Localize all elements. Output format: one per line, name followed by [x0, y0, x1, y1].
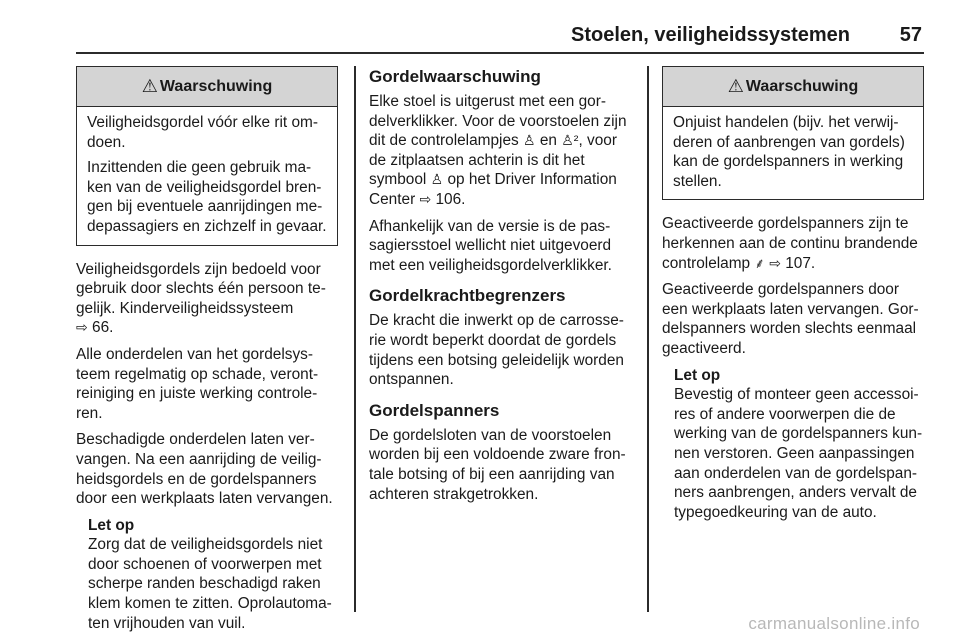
paragraph: Veiligheidsgordels zijn bedoeld voor gebruik door slechts één persoon te-gelijk. Kinderveiligheidssysteem ⇨ 66.: [76, 260, 326, 337]
paragraph: De gordelsloten van de voorstoelen worden bij een voldoende zware fron-tale botsing of bij een aanrijding van achteren strakgetrokken.: [369, 426, 626, 503]
paragraph: Geactiveerde gordelspanners door een werkplaats laten vervangen. Gor-delspanners worden slechts eenmaal geactiveerd.: [662, 281, 919, 357]
belt-pretensioner-icon: ⸙: [754, 254, 765, 271]
page-number: 57: [899, 24, 922, 46]
note-text: Zorg dat de veiligheidsgordels niet door schoenen of voorwerpen met scherpe randen beschadigd raken klem komen te zitten. Oprolautoma-ten vrijhouden van vuil.: [88, 536, 332, 632]
note-text: Bevestig of monteer geen accessoi-res of andere voorwerpen die de werking van de gordelspanners kun-nen verstoren. Geen aanpassingen aan onderdelen van de gordelspan-ners aanbrengen, anders vervalt de typegoedkeuring van de auto.: [674, 386, 923, 521]
section-heading: Gordelkrachtbegrenzers: [369, 286, 566, 306]
note-title: Let op: [674, 366, 721, 384]
warning-triangle-icon: ⚠: [727, 75, 744, 96]
page-header: [76, 22, 924, 54]
warning-text: Inzittenden die geen gebruik ma-ken van de veiligheidsgordel bren-gen bij eventuele aanrijdingen me-depassagiers en zichzelf in gevaar.: [87, 159, 327, 235]
note-block: [76, 516, 338, 634]
warning-box: [662, 66, 924, 200]
page-title: Stoelen, veiligheidssystemen: [571, 24, 850, 46]
column-2: [369, 66, 632, 511]
column-3: [662, 66, 924, 522]
paragraph: Beschadigde onderdelen laten ver-vangen. Na een aanrijding de veilig-heidsgordels en de gordelspanners door een werkplaats laten vervangen.: [76, 431, 333, 508]
page-reference[interactable]: 106.: [435, 190, 466, 208]
warning-header: [663, 67, 923, 107]
note-block: [662, 366, 924, 523]
page-reference[interactable]: 66.: [92, 319, 114, 337]
page-reference[interactable]: 107.: [785, 254, 816, 272]
paragraph: De kracht die inwerkt op de carrosse-rie wordt beperkt doordat de gordels tijdens een botsing geleidelijk worden ontspannen.: [369, 312, 624, 389]
warning-header: [77, 67, 337, 107]
watermark: carmanualsonline.info: [748, 614, 920, 633]
warning-triangle-icon: ⚠: [141, 75, 158, 96]
page-reference-arrow-icon: ⇨: [419, 190, 432, 207]
section-heading: Gordelwaarschuwing: [369, 67, 541, 86]
seatbelt-reminder-icon: ♙: [523, 132, 536, 149]
note-title: Let op: [88, 516, 135, 534]
page-reference-arrow-icon: ⇨: [769, 254, 781, 271]
section-heading: Gordelspanners: [369, 400, 500, 420]
warning-body: [77, 107, 337, 245]
warning-box: [76, 66, 338, 246]
paragraph: Afhankelijk van de versie is de pas-sagiersstoel wellicht niet uitgevoerd met een veiligheidsgordelverklikker.: [369, 217, 612, 274]
paragraph: Geactiveerde gordelspanners zijn te herkennen aan de continu brandende controlelamp ⸙ ⇨ 107.: [662, 215, 918, 272]
warning-body: [663, 107, 923, 199]
seatbelt-reminder-icon: ♙: [430, 171, 444, 188]
column-divider: [354, 66, 356, 612]
column-divider: [647, 66, 649, 612]
page-reference-arrow-icon: ⇨: [76, 319, 88, 336]
warning-text: Veiligheidsgordel vóór elke rit om-doen.: [87, 114, 318, 151]
paragraph: Alle onderdelen van het gordelsys-teem regelmatig op schade, veront-reiniging en juiste werking controle-ren.: [76, 345, 319, 422]
column-1: [76, 66, 338, 633]
paragraph: Elke stoel is uitgerust met een gor-delverklikker. Voor de voorstoelen zijn dit de controlelampjes ♙ en ♙², voor de zitplaatsen achterin is dit het symbool ♙ op het Driver Information Center ⇨ 106.: [369, 93, 627, 208]
warning-title: Waarschuwing: [745, 77, 859, 95]
warning-title: Waarschuwing: [159, 77, 273, 95]
warning-text: Onjuist handelen (bijv. het verwij-deren of aanbrengen van gordels) kan de gordelspanners in werking stellen.: [673, 114, 905, 190]
rear-seatbelt-reminder-icon: ♙²: [561, 132, 579, 149]
